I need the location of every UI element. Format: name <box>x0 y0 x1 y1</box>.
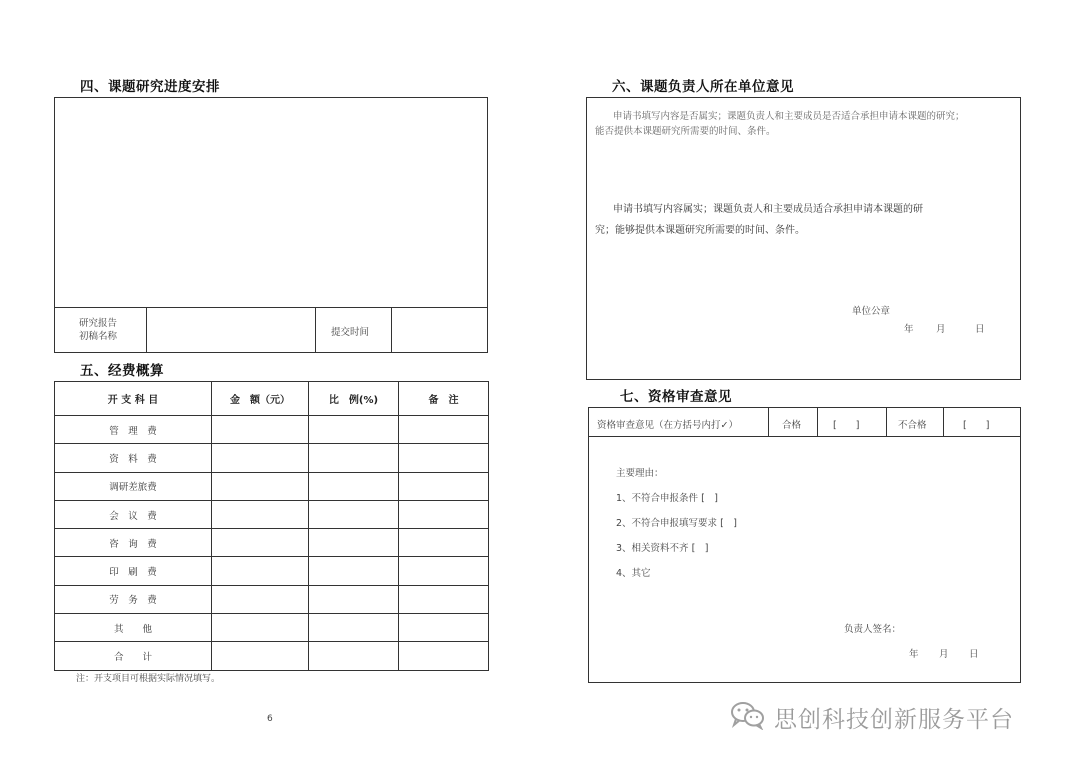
wechat-icon <box>730 700 766 730</box>
budget-item-label: 合 计 <box>55 642 212 670</box>
date-month: 月 <box>939 649 949 660</box>
ratio-cell[interactable] <box>309 642 399 670</box>
budget-row <box>55 416 489 444</box>
ratio-cell[interactable] <box>309 416 399 444</box>
budget-item-label: 印 刷 费 <box>55 557 212 585</box>
budget-item-label: 管 理 费 <box>55 416 212 444</box>
note-cell[interactable] <box>399 585 489 613</box>
header-amount: 金 额（元） <box>212 382 309 416</box>
amount-cell[interactable] <box>212 500 309 528</box>
date-year: 年 <box>909 649 919 660</box>
divider <box>315 307 316 352</box>
ratio-cell[interactable] <box>309 444 399 472</box>
reason-item[interactable]: 4、其它 <box>616 568 651 579</box>
opinion-line1: 申请书填写内容是否属实；课题负责人和主要成员是否适合承担申请本课题的研究； <box>613 111 965 122</box>
schedule-box <box>54 97 488 353</box>
watermark-text: 思创科技创新服务平台 <box>774 707 1014 733</box>
ratio-cell[interactable] <box>309 585 399 613</box>
page-number: 6 <box>267 714 273 724</box>
divider <box>943 408 944 436</box>
note-cell[interactable] <box>399 557 489 585</box>
qualification-box <box>588 407 1021 683</box>
budget-item-label: 调研差旅费 <box>55 472 212 500</box>
budget-row <box>55 529 489 557</box>
note-cell[interactable] <box>399 642 489 670</box>
reason-title: 主要理由： <box>616 468 664 479</box>
note-cell[interactable] <box>399 500 489 528</box>
pass-checkbox[interactable]: [ ] <box>833 420 860 431</box>
opinion-line4: 究；能够提供本课题研究所需要的时间、条件。 <box>595 225 805 236</box>
budget-row <box>55 642 489 670</box>
section4-title: 四、课题研究进度安排 <box>80 79 220 95</box>
opinion-line3: 申请书填写内容属实；课题负责人和主要成员适合承担申请本课题的研 <box>613 204 923 215</box>
ratio-cell[interactable] <box>309 529 399 557</box>
report-label-line2: 初稿名称 <box>79 331 118 342</box>
budget-row <box>55 472 489 500</box>
budget-header-row <box>55 382 489 416</box>
note-cell[interactable] <box>399 472 489 500</box>
budget-row <box>55 557 489 585</box>
budget-table <box>54 381 489 671</box>
unit-seal-label: 单位公章 <box>852 306 891 317</box>
date-day: 日 <box>969 649 979 660</box>
date-year: 年 <box>904 324 914 335</box>
fail-checkbox[interactable]: [ ] <box>963 420 990 431</box>
report-name-label <box>79 317 117 343</box>
amount-cell[interactable] <box>212 614 309 642</box>
ratio-cell[interactable] <box>309 472 399 500</box>
amount-cell[interactable] <box>212 416 309 444</box>
section6-title: 六、课题负责人所在单位意见 <box>612 79 794 95</box>
budget-item-label: 劳 务 费 <box>55 585 212 613</box>
budget-item-label: 其 他 <box>55 614 212 642</box>
amount-cell[interactable] <box>212 444 309 472</box>
amount-cell[interactable] <box>212 472 309 500</box>
signature-label: 负责人签名： <box>844 624 902 635</box>
ratio-cell[interactable] <box>309 614 399 642</box>
opinion-line2: 能否提供本课题研究所需要的时间、条件。 <box>595 126 776 137</box>
budget-item-label: 会 议 费 <box>55 500 212 528</box>
budget-row <box>55 500 489 528</box>
header-item: 开 支 科 目 <box>55 382 212 416</box>
submit-time-label: 提交时间 <box>331 327 370 338</box>
budget-item-label: 资 料 费 <box>55 444 212 472</box>
date-month: 月 <box>936 324 946 335</box>
reason-item[interactable]: 1、不符合申报条件 [ ] <box>616 493 718 504</box>
note-cell[interactable] <box>399 416 489 444</box>
budget-note: 注：开支项目可根据实际情况填写。 <box>76 674 221 684</box>
reason-item[interactable]: 2、不符合申报填写要求 [ ] <box>616 518 737 529</box>
note-cell[interactable] <box>399 529 489 557</box>
header-note: 备 注 <box>399 382 489 416</box>
note-cell[interactable] <box>399 444 489 472</box>
divider <box>886 408 887 436</box>
report-name-field[interactable] <box>147 308 314 351</box>
divider <box>817 408 818 436</box>
report-label-line1: 研究报告 <box>79 318 118 329</box>
amount-cell[interactable] <box>212 585 309 613</box>
budget-row <box>55 444 489 472</box>
budget-row <box>55 614 489 642</box>
amount-cell[interactable] <box>212 642 309 670</box>
pass-label: 合格 <box>782 420 802 431</box>
note-cell[interactable] <box>399 614 489 642</box>
reason-item[interactable]: 3、相关资料不齐 [ ] <box>616 543 709 554</box>
ratio-cell[interactable] <box>309 500 399 528</box>
budget-row <box>55 585 489 613</box>
section7-title: 七、资格审查意见 <box>620 389 732 405</box>
date-day: 日 <box>975 324 985 335</box>
amount-cell[interactable] <box>212 529 309 557</box>
section5-title: 五、经费概算 <box>80 363 164 379</box>
budget-item-label: 咨 询 费 <box>55 529 212 557</box>
divider <box>589 436 1020 437</box>
review-label: 资格审查意见（在方括号内打✓） <box>597 420 738 431</box>
fail-label: 不合格 <box>898 420 927 431</box>
submit-time-field[interactable] <box>392 308 487 351</box>
unit-opinion-box[interactable] <box>586 97 1021 380</box>
divider <box>768 408 769 436</box>
amount-cell[interactable] <box>212 557 309 585</box>
ratio-cell[interactable] <box>309 557 399 585</box>
header-ratio: 比 例(%) <box>309 382 399 416</box>
